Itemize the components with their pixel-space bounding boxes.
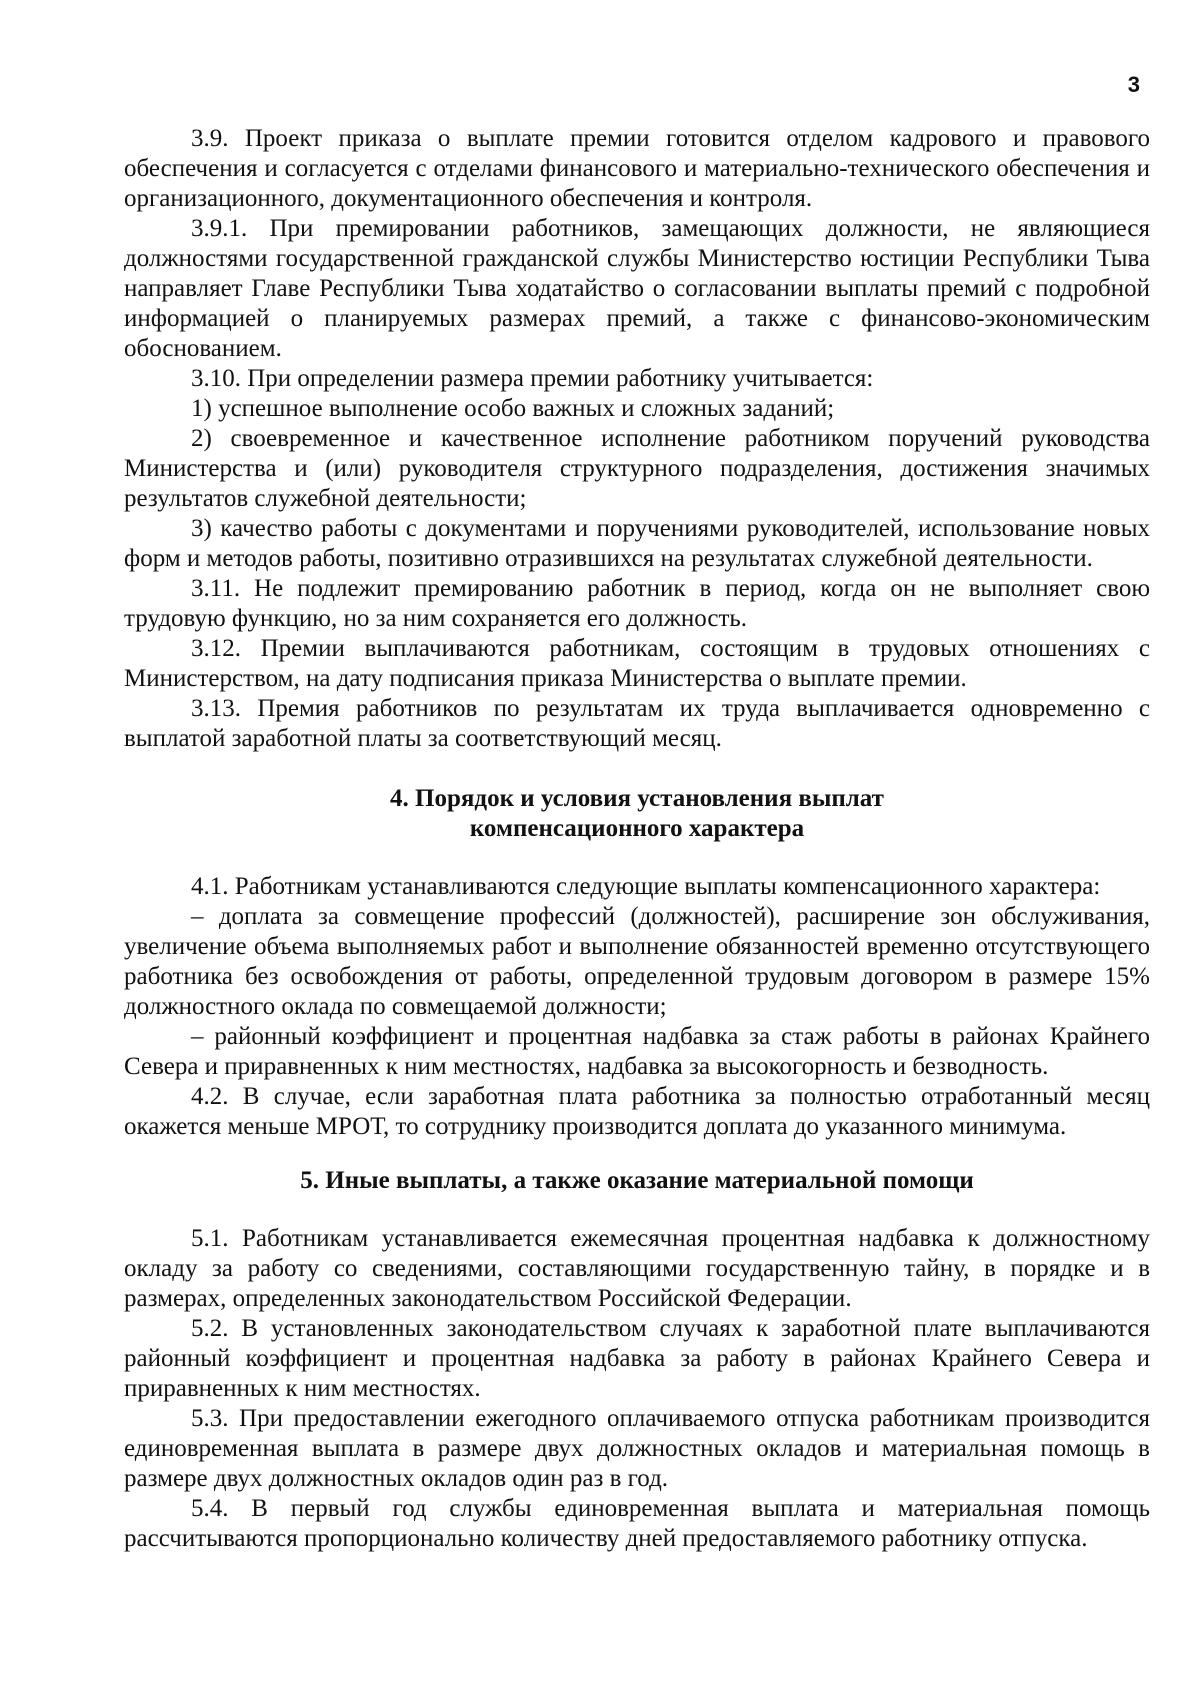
page-number: 3	[1127, 72, 1140, 97]
paragraph-3-11: 3.11. Не подлежит премированию работник в период, когда он не выполняет свою трудовую функцию, но за ним сохраняется его должность.	[124, 575, 1150, 632]
paragraph-5-4: 5.4. В первый год службы единовременная выплата и материальная помощь рассчитываются пропорционально количеству дней предоставляемого работнику отпуска.	[124, 1495, 1150, 1552]
paragraph-3-9-1: 3.9.1. При премировании работников, замещающих должности, не являющиеся должностями государственной гражданской службы Министерство юстиции Республики Тыва направляет Главе Республики Тыва ходатайство о согласовании выплаты премий с подробной информацией о планируемых размерах премий, а также с финансово-экономическим обоснованием.	[124, 215, 1150, 362]
paragraph-5-3: 5.3. При предоставлении ежегодного оплачиваемого отпуска работникам производится единовременная выплата в размере двух должностных окладов и материальная помощь в размере двух должностных окладов один раз в год.	[124, 1405, 1150, 1492]
paragraph-3-10-item-3: 3) качество работы с документами и поручениями руководителей, использование новых форм и методов работы, позитивно отразившихся на результатах служебной деятельности.	[124, 515, 1150, 572]
paragraph-4-1-dash-2: – районный коэффициент и процентная надбавка за стаж работы в районах Крайнего Севера и приравненных к ним местностях, надбавка за высокогорность и безводность.	[124, 1023, 1150, 1080]
paragraph-4-1-dash-1: – доплата за совмещение профессий (должностей), расширение зон обслуживания, увеличение объема выполняемых работ и выполнение обязанностей временно отсутствующего работника без освобождения от работы, определенной трудовым договором в размере 15% должностного оклада по совмещаемой должности;	[124, 903, 1150, 1020]
section-5-heading	[124, 1166, 1150, 1196]
section-4-heading	[124, 784, 1150, 844]
paragraph-3-10-item-1: 1) успешное выполнение особо важных и сложных заданий;	[191, 395, 835, 422]
paragraph-5-2: 5.2. В установленных законодательством случаях к заработной плате выплачиваются районный коэффициент и процентная надбавка за работу в районах Крайнего Севера и приравненных к ним местностях.	[124, 1315, 1150, 1402]
paragraph-4-1: 4.1. Работникам устанавливаются следующие выплаты компенсационного характера:	[191, 873, 1101, 900]
paragraph-3-10-item-2: 2) своевременное и качественное исполнение работником поручений руководства Министерства и (или) руководителя структурного подразделения, достижения значимых результатов служебной деятельности;	[124, 425, 1150, 512]
section-5-heading-text: 5. Иные выплаты, а также оказание материальной помощи	[300, 1167, 974, 1194]
section-4-heading-line-1: 4. Порядок и условия установления выплат	[390, 785, 884, 812]
paragraph-3-10: 3.10. При определении размера премии работнику учитывается:	[191, 365, 874, 392]
paragraph-5-1: 5.1. Работникам устанавливается ежемесячная процентная надбавка к должностному окладу за работу со сведениями, составляющими государственную тайну, в порядке и в размерах, определенных законодательством Российской Федерации.	[124, 1225, 1150, 1312]
paragraph-3-13: 3.13. Премия работников по результатам их труда выплачивается одновременно с выплатой заработной платы за соответствующий месяц.	[124, 695, 1150, 752]
section-4-heading-line-2: компенсационного характера	[469, 815, 805, 842]
paragraph-3-9: 3.9. Проект приказа о выплате премии готовится отделом кадрового и правового обеспечения и согласуется с отделами финансового и материально-технического обеспечения и организационного, документационного обеспечения и контроля.	[124, 125, 1150, 212]
document-body	[124, 124, 1150, 1554]
paragraph-3-12: 3.12. Премии выплачиваются работникам, состоящим в трудовых отношениях с Министерством, на дату подписания приказа Министерства о выплате премии.	[124, 635, 1150, 692]
paragraph-4-2: 4.2. В случае, если заработная плата работника за полностью отработанный месяц окажется меньше МРОТ, то сотруднику производится доплата до указанного минимума.	[124, 1083, 1150, 1140]
